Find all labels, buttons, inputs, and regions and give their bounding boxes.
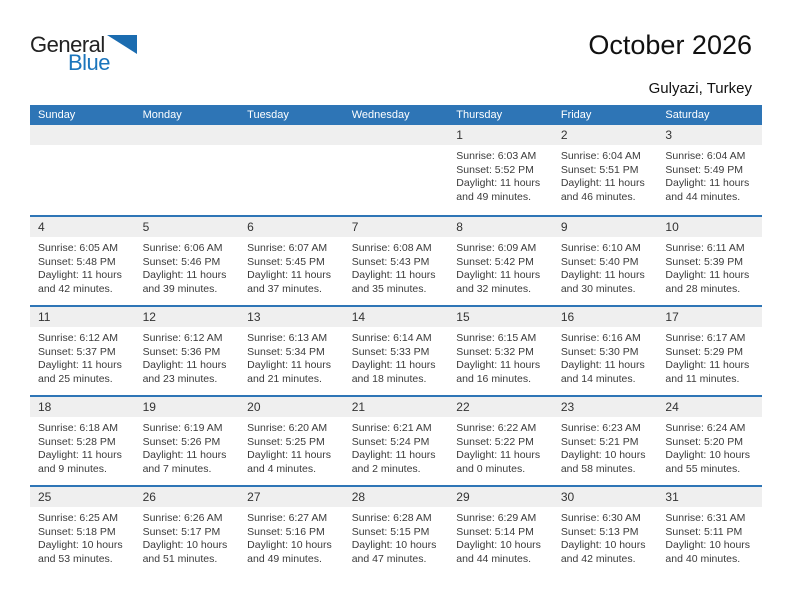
calendar-empty-cell (239, 125, 344, 215)
daylight-text: Daylight: 11 hours and 42 minutes. (38, 269, 122, 295)
daylight-text: Daylight: 11 hours and 35 minutes. (351, 269, 436, 295)
sunrise-text: Sunrise: 6:07 AM (247, 242, 328, 254)
calendar-day-cell (553, 125, 658, 215)
weeks-container (30, 125, 762, 575)
sunrise-text: Sunrise: 6:14 AM (351, 332, 432, 344)
calendar-day-cell (135, 397, 240, 485)
calendar-day-cell (344, 487, 449, 575)
daylight-text: Daylight: 10 hours and 49 minutes. (247, 539, 332, 565)
daylight-text: Daylight: 11 hours and 23 minutes. (142, 359, 227, 385)
daylight-text: Daylight: 11 hours and 9 minutes. (38, 449, 122, 475)
daylight-text: Daylight: 10 hours and 51 minutes. (142, 539, 228, 565)
day-number: 2 (553, 125, 658, 145)
daylight-text: Daylight: 11 hours and 21 minutes. (247, 359, 331, 385)
sunrise-text: Sunrise: 6:21 AM (351, 422, 432, 434)
day-number (135, 125, 240, 145)
sunset-text: Sunset: 5:33 PM (351, 345, 430, 358)
sunrise-text: Sunrise: 6:27 AM (247, 512, 328, 524)
sunset-text: Sunset: 5:46 PM (142, 255, 221, 268)
week-row (30, 125, 762, 215)
sunrise-text: Sunrise: 6:26 AM (142, 512, 223, 524)
calendar-empty-cell (135, 125, 240, 215)
calendar-day-cell (135, 487, 240, 575)
calendar-day-cell (135, 307, 240, 395)
daylight-text: Daylight: 11 hours and 18 minutes. (351, 359, 436, 385)
sunrise-text: Sunrise: 6:19 AM (142, 422, 223, 434)
day-number: 26 (135, 487, 240, 507)
daylight-text: Daylight: 11 hours and 4 minutes. (247, 449, 331, 475)
day-number: 19 (135, 397, 240, 417)
daylight-text: Daylight: 11 hours and 44 minutes. (665, 177, 750, 203)
daylight-text: Daylight: 10 hours and 47 minutes. (351, 539, 437, 565)
day-number: 30 (553, 487, 658, 507)
calendar-day-cell (239, 397, 344, 485)
sunset-text: Sunset: 5:11 PM (665, 525, 743, 538)
calendar-day-cell (657, 397, 762, 485)
daylight-text: Daylight: 10 hours and 42 minutes. (560, 539, 646, 565)
day-number: 28 (344, 487, 449, 507)
day-number: 15 (448, 307, 553, 327)
day-number: 27 (239, 487, 344, 507)
sunrise-text: Sunrise: 6:18 AM (38, 422, 118, 434)
calendar-day-cell (448, 307, 553, 395)
week-row (30, 305, 762, 395)
calendar-day-cell (657, 125, 762, 215)
sunset-text: Sunset: 5:28 PM (38, 435, 116, 448)
sunrise-text: Sunrise: 6:29 AM (456, 512, 537, 524)
calendar-day-cell (30, 487, 135, 575)
calendar-day-cell (344, 307, 449, 395)
calendar-day-cell (344, 217, 449, 305)
daylight-text: Daylight: 10 hours and 58 minutes. (560, 449, 646, 475)
sunset-text: Sunset: 5:26 PM (142, 435, 221, 448)
sunrise-text: Sunrise: 6:11 AM (665, 242, 745, 254)
daylight-text: Daylight: 11 hours and 14 minutes. (560, 359, 645, 385)
page-subtitle: Gulyazi, Turkey (648, 80, 752, 97)
day-number: 10 (657, 217, 762, 237)
sunrise-text: Sunrise: 6:28 AM (351, 512, 432, 524)
sunrise-text: Sunrise: 6:25 AM (38, 512, 118, 524)
daylight-text: Daylight: 11 hours and 28 minutes. (665, 269, 750, 295)
day-number: 13 (239, 307, 344, 327)
sunrise-text: Sunrise: 6:31 AM (665, 512, 746, 524)
sunset-text: Sunset: 5:39 PM (665, 255, 744, 268)
calendar-day-cell (239, 217, 344, 305)
calendar-day-cell (448, 217, 553, 305)
sunrise-text: Sunrise: 6:03 AM (456, 150, 537, 162)
day-number: 12 (135, 307, 240, 327)
calendar-day-cell (553, 307, 658, 395)
day-number: 9 (553, 217, 658, 237)
weekday-header-sunday: Sunday (38, 109, 76, 121)
sunrise-text: Sunrise: 6:09 AM (456, 242, 537, 254)
calendar-day-cell (239, 487, 344, 575)
sunrise-text: Sunrise: 6:08 AM (351, 242, 432, 254)
sunrise-text: Sunrise: 6:04 AM (560, 150, 641, 162)
daylight-text: Daylight: 11 hours and 30 minutes. (560, 269, 645, 295)
sunset-text: Sunset: 5:40 PM (560, 255, 639, 268)
day-number: 17 (657, 307, 762, 327)
weekday-header-row (30, 105, 762, 125)
calendar-day-cell (239, 307, 344, 395)
day-number: 3 (657, 125, 762, 145)
day-number: 11 (30, 307, 135, 327)
sunrise-text: Sunrise: 6:05 AM (38, 242, 118, 254)
logo-text-general: General (30, 32, 105, 57)
daylight-text: Daylight: 11 hours and 11 minutes. (665, 359, 750, 385)
weekday-header-friday: Friday (560, 109, 592, 121)
day-number: 20 (239, 397, 344, 417)
week-row (30, 485, 762, 575)
day-number: 22 (448, 397, 553, 417)
day-number: 5 (135, 217, 240, 237)
daylight-text: Daylight: 11 hours and 49 minutes. (456, 177, 541, 203)
day-number: 1 (448, 125, 553, 145)
sunset-text: Sunset: 5:29 PM (665, 345, 744, 358)
weekday-header-tuesday: Tuesday (247, 109, 289, 121)
sunset-text: Sunset: 5:36 PM (142, 345, 221, 358)
daylight-text: Daylight: 11 hours and 0 minutes. (456, 449, 541, 475)
calendar-day-cell (30, 307, 135, 395)
sunset-text: Sunset: 5:52 PM (456, 163, 534, 176)
weekday-header-thursday: Thursday (456, 109, 503, 121)
sunset-text: Sunset: 5:14 PM (456, 525, 534, 538)
sunrise-text: Sunrise: 6:10 AM (560, 242, 641, 254)
calendar-day-cell (448, 487, 553, 575)
day-number: 18 (30, 397, 135, 417)
week-row (30, 215, 762, 305)
day-number: 7 (344, 217, 449, 237)
day-number (30, 125, 135, 145)
sunrise-text: Sunrise: 6:12 AM (38, 332, 118, 344)
sunset-text: Sunset: 5:43 PM (351, 255, 430, 268)
daylight-text: Daylight: 11 hours and 46 minutes. (560, 177, 645, 203)
calendar-day-cell (657, 217, 762, 305)
sunrise-text: Sunrise: 6:04 AM (665, 150, 746, 162)
calendar-day-cell (657, 487, 762, 575)
sunset-text: Sunset: 5:32 PM (456, 345, 534, 358)
sunrise-text: Sunrise: 6:15 AM (456, 332, 537, 344)
sunrise-text: Sunrise: 6:30 AM (560, 512, 641, 524)
weekday-header-saturday: Saturday (665, 109, 710, 121)
daylight-text: Daylight: 11 hours and 2 minutes. (351, 449, 436, 475)
sunset-text: Sunset: 5:42 PM (456, 255, 534, 268)
calendar-day-cell (553, 397, 658, 485)
daylight-text: Daylight: 10 hours and 53 minutes. (38, 539, 123, 565)
logo-text-blue: Blue (68, 50, 111, 75)
calendar-day-cell (553, 487, 658, 575)
day-number: 31 (657, 487, 762, 507)
day-number: 23 (553, 397, 658, 417)
sunset-text: Sunset: 5:48 PM (38, 255, 116, 268)
sunset-text: Sunset: 5:21 PM (560, 435, 639, 448)
weekday-header-monday: Monday (142, 109, 182, 121)
sunset-text: Sunset: 5:25 PM (247, 435, 325, 448)
sunset-text: Sunset: 5:51 PM (560, 163, 639, 176)
daylight-text: Daylight: 10 hours and 40 minutes. (665, 539, 751, 565)
sunrise-text: Sunrise: 6:16 AM (560, 332, 641, 344)
day-number: 4 (30, 217, 135, 237)
sunrise-text: Sunrise: 6:22 AM (456, 422, 537, 434)
day-number: 8 (448, 217, 553, 237)
sunrise-text: Sunrise: 6:17 AM (665, 332, 746, 344)
sunset-text: Sunset: 5:49 PM (665, 163, 744, 176)
sunset-text: Sunset: 5:16 PM (247, 525, 325, 538)
sunrise-text: Sunrise: 6:20 AM (247, 422, 328, 434)
week-row (30, 395, 762, 485)
calendar-day-cell (30, 217, 135, 305)
day-number: 24 (657, 397, 762, 417)
daylight-text: Daylight: 10 hours and 55 minutes. (665, 449, 751, 475)
sunset-text: Sunset: 5:17 PM (142, 525, 221, 538)
sunrise-text: Sunrise: 6:23 AM (560, 422, 641, 434)
calendar-day-cell (135, 217, 240, 305)
sunset-text: Sunset: 5:13 PM (560, 525, 639, 538)
sunset-text: Sunset: 5:37 PM (38, 345, 116, 358)
daylight-text: Daylight: 11 hours and 7 minutes. (142, 449, 227, 475)
daylight-text: Daylight: 11 hours and 37 minutes. (247, 269, 331, 295)
sunset-text: Sunset: 5:30 PM (560, 345, 639, 358)
daylight-text: Daylight: 11 hours and 39 minutes. (142, 269, 227, 295)
sunrise-text: Sunrise: 6:06 AM (142, 242, 223, 254)
sunset-text: Sunset: 5:18 PM (38, 525, 116, 538)
day-number: 16 (553, 307, 658, 327)
calendar-grid (30, 105, 762, 575)
day-number (344, 125, 449, 145)
day-number: 25 (30, 487, 135, 507)
logo-triangle-icon (107, 35, 137, 54)
sunset-text: Sunset: 5:34 PM (247, 345, 325, 358)
calendar-day-cell (344, 397, 449, 485)
sunset-text: Sunset: 5:20 PM (665, 435, 744, 448)
day-number (239, 125, 344, 145)
sunset-text: Sunset: 5:45 PM (247, 255, 325, 268)
calendar-empty-cell (30, 125, 135, 215)
calendar-day-cell (448, 397, 553, 485)
day-number: 29 (448, 487, 553, 507)
daylight-text: Daylight: 10 hours and 44 minutes. (456, 539, 541, 565)
daylight-text: Daylight: 11 hours and 32 minutes. (456, 269, 541, 295)
sunrise-text: Sunrise: 6:13 AM (247, 332, 328, 344)
sunrise-text: Sunrise: 6:12 AM (142, 332, 223, 344)
sunrise-text: Sunrise: 6:24 AM (665, 422, 746, 434)
sunset-text: Sunset: 5:24 PM (351, 435, 430, 448)
weekday-header-wednesday: Wednesday (351, 109, 410, 121)
calendar-empty-cell (344, 125, 449, 215)
day-number: 14 (344, 307, 449, 327)
sunset-text: Sunset: 5:15 PM (351, 525, 430, 538)
daylight-text: Daylight: 11 hours and 16 minutes. (456, 359, 541, 385)
day-number: 21 (344, 397, 449, 417)
calendar-day-cell (553, 217, 658, 305)
calendar-day-cell (657, 307, 762, 395)
day-number: 6 (239, 217, 344, 237)
calendar-day-cell (30, 397, 135, 485)
page-title: October 2026 (588, 30, 752, 60)
calendar-day-cell (448, 125, 553, 215)
general-blue-logo (30, 34, 137, 73)
daylight-text: Daylight: 11 hours and 25 minutes. (38, 359, 122, 385)
sunset-text: Sunset: 5:22 PM (456, 435, 534, 448)
